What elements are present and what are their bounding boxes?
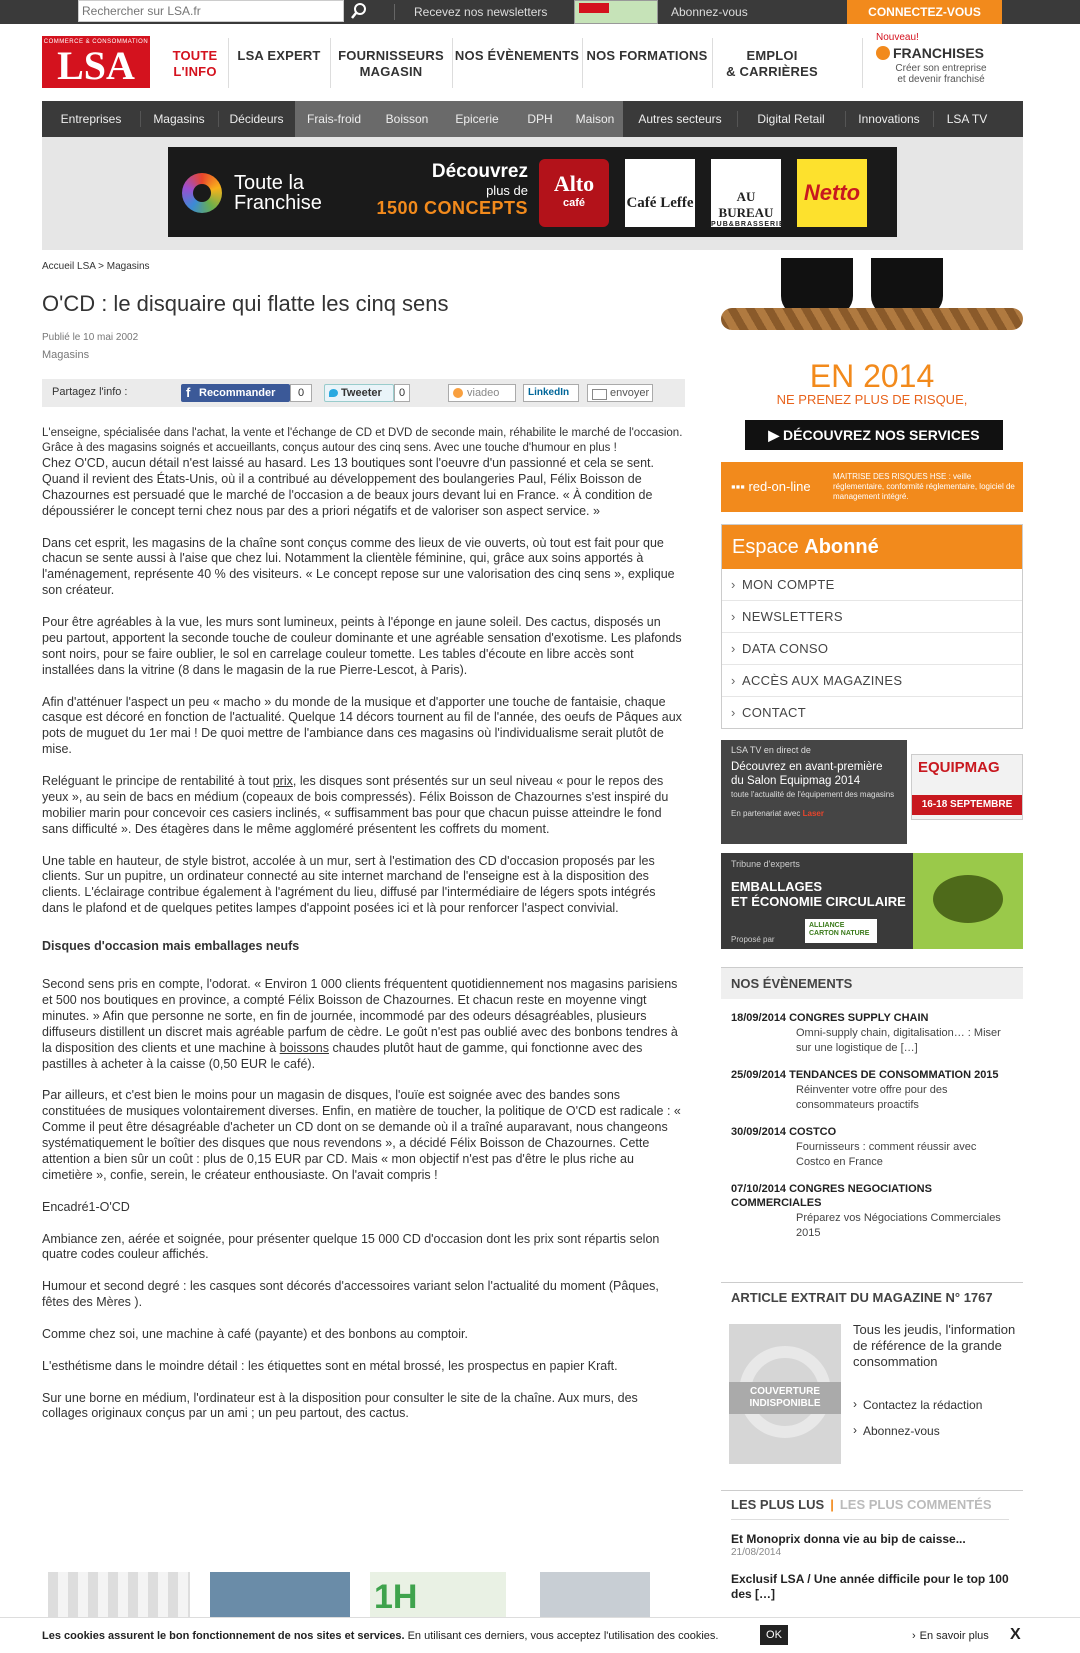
ad-tagline: NE PRENEZ PLUS DE RISQUE, (776, 392, 968, 407)
category-nav (42, 101, 1023, 137)
subnav-magasins[interactable]: Magasins (153, 112, 205, 126)
cover-unavailable-text: COUVERTURE INDISPONIBLE (729, 1382, 841, 1414)
subscriber-space-title: Espace Abonné (722, 525, 1022, 569)
breadcrumb[interactable]: Accueil LSA > Magasins (42, 261, 150, 272)
red-on-line-logo: ▪▪▪ red-on-line (731, 479, 811, 494)
article-title: O'CD : le disquaire qui flatte les cinq sens (42, 291, 449, 316)
new-badge: Nouveau! (876, 32, 919, 43)
article-subheading: Disques d'occasion mais emballages neufs (42, 939, 300, 954)
event-title: 07/10/2014 CONGRES NEGOCIATIONS COMMERCIALES (731, 1183, 932, 1209)
subscribe-magazine-link[interactable]: › Abonnez-vous (853, 1424, 940, 1438)
magazine-extract-title: ARTICLE EXTRAIT DU MAGAZINE N° 1767 (721, 1282, 1023, 1312)
cookie-message: Les cookies assurent le bon fonctionnement de nos sites et services. En utilisant ces derniers, vous acceptez l'utilisation des cookies. (42, 1630, 719, 1642)
nav-label: LSA EXPERT (237, 48, 321, 63)
banner-headline (376, 161, 528, 219)
paragraph: Dans cet esprit, les magasins de la chaîne sont conçus comme des lieux de vie ouverts, où tout est fait pour que chacun se sente aussi à l'aise que chez lui. Notamment la clientèle féminine, qui, grâce aux soins apportés à l'aménagement, représente 40 % des visiteurs. « Le concept repose sur une valorisation des cinq sens », explique son créateur. (42, 535, 675, 598)
article-body (42, 426, 685, 1438)
toute-la-franchise-logo (182, 173, 222, 213)
subnav-dph[interactable]: DPH (513, 101, 567, 137)
logo-text: LSA (57, 43, 135, 88)
paragraph: Chez O'CD, aucun détail n'est laissé au hasard. Les 13 boutiques sont l'oeuvre d'un passionné et cela se sent. Quand il revient des États-Unis, où il a contribué au développement des boulangeries Paul, Félix Boisson de Chazournes est persuadé que le marché de l'occasion a de beaux jours devant lui en France. « À condition de dépoussiérer le concept terni chez nous par des a priori négatifs et de valoriser son aspect service. » (42, 456, 655, 518)
article-lead: L'enseigne, spécialisée dans l'achat, la vente et l'échange de CD et DVD de seconde main, réhabilite le marché de l'occasion. Grâce à des magasins soignés et accueillants, conçus autour des cinq sens. Avec une touche d'humour en plus ! (42, 427, 683, 454)
subnav-digital-retail[interactable]: Digital Retail (757, 112, 825, 126)
subnav-innovations[interactable]: Innovations (858, 112, 920, 126)
event-item[interactable] (721, 1182, 1023, 1241)
nav-lsa-expert[interactable] (228, 36, 330, 92)
event-title: 25/09/2014 TENDANCES DE CONSOMMATION 2015 (731, 1069, 999, 1081)
tribune-label: Tribune d'experts (731, 859, 800, 869)
tweet-count: 0 (394, 384, 410, 402)
tab-divider: | (830, 1497, 834, 1512)
connect-button[interactable]: CONNECTEZ-VOUS (847, 0, 1002, 24)
paragraph: Comme chez soi, une machine à café (payante) et des bonbons au comptoir. (42, 1326, 468, 1341)
cookie-banner (0, 1617, 1080, 1653)
tribune-experts-promo[interactable] (721, 853, 1023, 949)
subnav-entreprises[interactable]: Entreprises (60, 112, 122, 126)
related-thumbnail[interactable] (48, 1572, 190, 1622)
ad-year: EN 2014 (809, 358, 935, 394)
paragraph: Pour être agréables à la vue, les murs sont lumineux, peints à l'éponge en jaune soleil. Des cactus, disposés un peu partout, apportent la seconde touche de couleur dominante et une agréable sensation d'exotisme. Les plafonds sont noirs, pour se faire oublier, le sol en carrelage couleur tomette. Les tables d'écoute en libre accès sont installées dans la vitrine (8 dans le magasin de la rue Pierre-Lescot, à Paris). (42, 615, 682, 677)
contact-link[interactable]: › CONTACT (722, 697, 1022, 729)
newsletters-menu-link[interactable]: › NEWSLETTERS (722, 601, 1022, 633)
most-read-box (721, 1490, 1023, 1602)
share-label: Partagez l'info : (52, 386, 128, 398)
related-thumbnail[interactable] (210, 1572, 350, 1622)
my-account-link[interactable]: › MON COMPTE (722, 569, 1022, 601)
paragraph: Sur une borne en médium, l'ordinateur est à la disposition pour consulter le site de la chaîne. Aux murs, des collages originaux conçus par un ami ; un peu partout, des cactus. (42, 1390, 638, 1421)
equipmag-dates: 16-18 SEPTEMBRE 2014 (912, 795, 1022, 815)
tribune-title: EMBALLAGES ET ÉCONOMIE CIRCULAIRE (731, 879, 906, 909)
share-bar (42, 379, 685, 407)
thumbnail-text: 1H (374, 1578, 418, 1616)
paragraph: Reléguant le principe de rentabilité à tout prix, les disques sont présentés sur un seul niveau « pour le repos des yeux », au sein de bacs en médium (copeaux de bois compressés). Félix Boisson de Chazournes s'est inspiré du mobilier marin pour concevoir ces casiers inclinés, « suffisamment bas pour que chacun puisse atteindre le fond sans difficulté ». Des étagères dans le même aggloméré présentent les coffrets du moment. (42, 774, 669, 836)
franchises-link[interactable] (876, 32, 1006, 85)
magazines-access-link[interactable]: › ACCÈS AUX MAGAZINES (722, 665, 1022, 697)
prix-link[interactable]: prix (272, 774, 293, 789)
franchise-icon (876, 46, 890, 60)
newsletters-link[interactable]: Recevez nos newsletters (414, 5, 548, 19)
facebook-recommend-button[interactable]: f Recommander (181, 384, 290, 402)
cookie-ok-button[interactable]: OK (760, 1625, 788, 1645)
event-desc: Omni-supply chain, digitalisation… : Miser sur une logistique de […] (796, 1027, 1001, 1054)
magazine-logo (579, 3, 609, 13)
lsa-logo[interactable] (42, 36, 150, 88)
nav-label: L'INFO (173, 64, 217, 79)
subnav-frais-froid[interactable]: Frais-froid (295, 101, 373, 137)
tribune-sponsor-label: Proposé par (731, 935, 775, 944)
top-bar (0, 0, 1080, 24)
franchise-banner-ad[interactable] (168, 147, 897, 237)
banner-line-2: plus de (486, 183, 528, 198)
most-read-item[interactable] (721, 1572, 1023, 1602)
most-read-item[interactable] (721, 1532, 1023, 1558)
nav-label: & CARRIÈRES (726, 64, 818, 79)
divider (862, 38, 863, 88)
event-desc: Fournisseurs : comment réussir avec Costco en France (796, 1141, 977, 1168)
alto-cafe-logo: Alto café (539, 159, 609, 227)
related-thumbnail[interactable] (540, 1572, 650, 1622)
nav-nos-formations[interactable] (582, 36, 712, 92)
paragraph: Par ailleurs, et c'est bien le moins pour un magasin de disques, l'ouïe est soignée avec des bandes sons constituées de musiques volontairement diverses. Enfin, en matière de toucher, la politique de O'CD est radicale : « Comme il peut être désagréable d'acheter un CD dont on se demande où il a traîné auparavant, nous changeons systématiquement le boîtier des disques que nous revendons », a décidé Félix Boisson de Chazournes. Cette attention a bien sûr un coût : plus de 0,15 EUR par CD. Mais « mon objectif n'est pas d'être le plus riche au cimetière », confie, serein, le créateur enthousiaste. On l'avait compris ! (42, 1088, 681, 1182)
nav-label: TOUTE (172, 48, 218, 63)
nav-label: FOURNISSEURS (338, 48, 444, 63)
publish-date: Publié le 10 mai 2002 (42, 332, 139, 343)
nav-emploi-carrieres[interactable] (712, 36, 832, 92)
subnav-autres-secteurs[interactable]: Autres secteurs (638, 112, 722, 126)
event-desc: Préparez vos Négociations Commerciales 2015 (796, 1212, 1001, 1239)
ad-footer (721, 462, 1023, 512)
nav-toute-linfo[interactable] (162, 36, 228, 92)
ad-description: MAITRISE DES RISQUES HSE : veille réglementaire, conformité réglementaire, logiciel de management intégré. (833, 472, 1015, 501)
franchises-sub-1: Créer son entreprise (895, 63, 987, 74)
tv-title: Découvrez en avant-première du Salon Equipmag 2014 (731, 761, 883, 787)
cafe-leffe-logo: Café Leffe (625, 159, 695, 227)
alliance-carton-nature-logo: ALLIANCE CARTON NATURE (805, 919, 877, 943)
tab-most-read[interactable]: LES PLUS LUS (731, 1497, 825, 1512)
logo-tagline: COMMERCE & CONSOMMATION (43, 39, 149, 45)
nav-label: EMPLOI (746, 48, 798, 63)
red-on-line-ad[interactable] (721, 258, 1023, 512)
article-section[interactable]: Magasins (42, 349, 90, 361)
tweet-button[interactable]: Tweeter (324, 384, 394, 402)
equipmag-logo (911, 754, 1023, 830)
event-title: 18/09/2014 CONGRES SUPPLY CHAIN (731, 1012, 929, 1024)
rope-image (721, 308, 1023, 330)
search-icon (350, 2, 368, 20)
subscriber-space (721, 524, 1023, 729)
linkedin-share-button[interactable]: LinkedIn (523, 384, 579, 402)
magazine-info: Tous les jeudis, l'information de référence de la grande consommation (853, 1322, 1016, 1369)
search-input[interactable] (78, 0, 344, 22)
most-read-date: 21/08/2014 (731, 1547, 782, 1558)
events-box (721, 967, 1023, 1241)
lsa-tv-equipmag-promo[interactable] (721, 740, 1023, 844)
banner-line-1: Découvrez (431, 161, 528, 182)
franchises-title: FRANCHISES (893, 45, 985, 61)
banner-line-3: 1500 CONCEPTS (376, 198, 528, 218)
tv-label: LSA TV en direct de (731, 745, 811, 755)
subnav-decideurs[interactable]: Décideurs (229, 112, 284, 126)
speech-bubble-icon (933, 875, 1003, 923)
au-bureau-logo: AU BUREAU PUB&BRASSERIE (711, 159, 781, 227)
event-desc: Réinventer votre offre pour des consommateurs proactifs (796, 1084, 948, 1111)
paragraph: Ambiance zen, aérée et soignée, pour présenter quelque 15 000 CD d'occasion dont les prix sont répartis selon quatre codes couleur affichés. (42, 1231, 660, 1262)
tab-most-commented[interactable]: LES PLUS COMMENTÉS (839, 1497, 992, 1512)
event-item[interactable] (721, 1125, 1023, 1170)
event-item[interactable] (721, 1011, 1023, 1056)
most-read-title: Et Monoprix donna vie au bip de caisse... (731, 1532, 966, 1546)
email-share-button[interactable]: envoyer (587, 384, 653, 402)
paragraph: Second sens pris en compte, l'odorat. « Environ 1 000 clients fréquentent quotidiennement nos magasins parisiens et 500 nos boutiques en province, a compté Félix Boisson de Chazournes. Et chacun reste en moyenne vingt minutes. » Afin que personne ne sorte, en fin de journée, incommodé par des odeurs désagréables, plusieurs diffuseurs distillent un discret mais agréable parfum de cèdre. Le goût n'est pas oublié avec des bonbons tendres à la disposition des clients et une machine à boissons chaudes plutôt haut de gamme, qui fonctionne avec des pastilles à acheter à la caisse (0,50 EUR le café). (42, 977, 678, 1071)
viadeo-share-button[interactable]: viadeo (448, 384, 516, 402)
ad-image (721, 258, 1023, 344)
facebook-count: 0 (290, 384, 312, 402)
events-title: NOS ÉVÈNEMENTS (721, 967, 1023, 999)
event-title: 30/09/2014 COSTCO (731, 1126, 837, 1138)
cookie-more-link[interactable]: › En savoir plus (912, 1630, 989, 1642)
divider (394, 4, 395, 20)
paragraph: Humour et second degré : les casques sont décorés d'accessoires variant selon l'actualité du moment (Pâques, fêtes des Mères ). (42, 1279, 659, 1310)
tv-subtitle: toute l'actualité de l'équipement des magasins (731, 790, 895, 799)
paragraph: Une table en hauteur, de style bistrot, accolée à un mur, sert à l'estimation des CD d'occasion proposés par les clients. Sur un pupitre, un ordinateur connecté au site internet marchand de l'enseigne est à la disposition des clients. L'éclairage contribue également à l'agrément du lieu, diffusé par l'intermédiaire de légers spots intégrés dans le plafond et de quelques petites lampes d'appoint posées ici et là pour renforcer l'aspect convivial. (42, 853, 656, 916)
magazine-extract-box (721, 1282, 1023, 1482)
magazine-thumbnail[interactable] (574, 0, 658, 24)
related-thumbnails (48, 1572, 678, 1622)
close-icon[interactable]: X (1010, 1626, 1021, 1643)
most-read-title: Exclusif LSA / Une année difficile pour le top 100 des […] (731, 1572, 1009, 1601)
nav-label: MAGASIN (359, 64, 423, 79)
paragraph: L'esthétisme dans le moindre détail : les étiquettes sont en métal brossé, les prospectus en papier Kraft. (42, 1358, 618, 1373)
discover-services-button[interactable]: ▶ DÉCOUVREZ NOS SERVICES (745, 420, 1003, 450)
data-conso-link[interactable]: › DATA CONSO (722, 633, 1022, 665)
nav-nos-evenements[interactable] (452, 36, 582, 92)
equipmag-name: EQUIPMAG (918, 759, 1000, 776)
nav-label: NOS ÉVÈNEMENTS (454, 48, 580, 63)
paragraph: Encadré1-O'CD (42, 1199, 130, 1214)
subnav-maison[interactable]: Maison (567, 101, 623, 137)
subnav-boisson[interactable]: Boisson (373, 101, 441, 137)
related-thumbnail[interactable] (370, 1572, 506, 1622)
event-item[interactable] (721, 1068, 1023, 1113)
tv-partner: En partenariat avec Laser (731, 809, 824, 818)
subnav-lsa-tv[interactable]: LSA TV (946, 112, 988, 126)
banner-brand: Toute la Franchise (234, 172, 322, 214)
nav-fournisseurs-magasin[interactable] (330, 36, 452, 92)
paragraph: Afin d'atténuer l'aspect un peu « macho » du monde de la musique et d'apporter une touche de fantaisie, chaque casque est décoré en fonction de l'actualité. Quelque 14 décors tournent au fil de l'année, des oeufs de Pâques aux pots de muguet du 1er mai ! De quoi mettre de l'ambiance dans ces magasins où l'individualisme serait plutôt de mise. (42, 694, 682, 757)
franchises-sub-2: et devenir franchisé (897, 74, 985, 85)
netto-logo: Netto (797, 159, 867, 227)
lsa-tv-panel (721, 740, 907, 844)
boissons-link[interactable]: boissons (279, 1040, 329, 1055)
subscribe-link[interactable]: Abonnez-vous (671, 5, 748, 19)
nav-label: NOS FORMATIONS (586, 48, 708, 63)
search-button[interactable] (344, 0, 374, 22)
subnav-epicerie[interactable]: Epicerie (441, 101, 513, 137)
magazine-cover[interactable] (729, 1324, 841, 1464)
divider (731, 1519, 1009, 1520)
contact-editorial-link[interactable]: › Contactez la rédaction (853, 1398, 982, 1412)
